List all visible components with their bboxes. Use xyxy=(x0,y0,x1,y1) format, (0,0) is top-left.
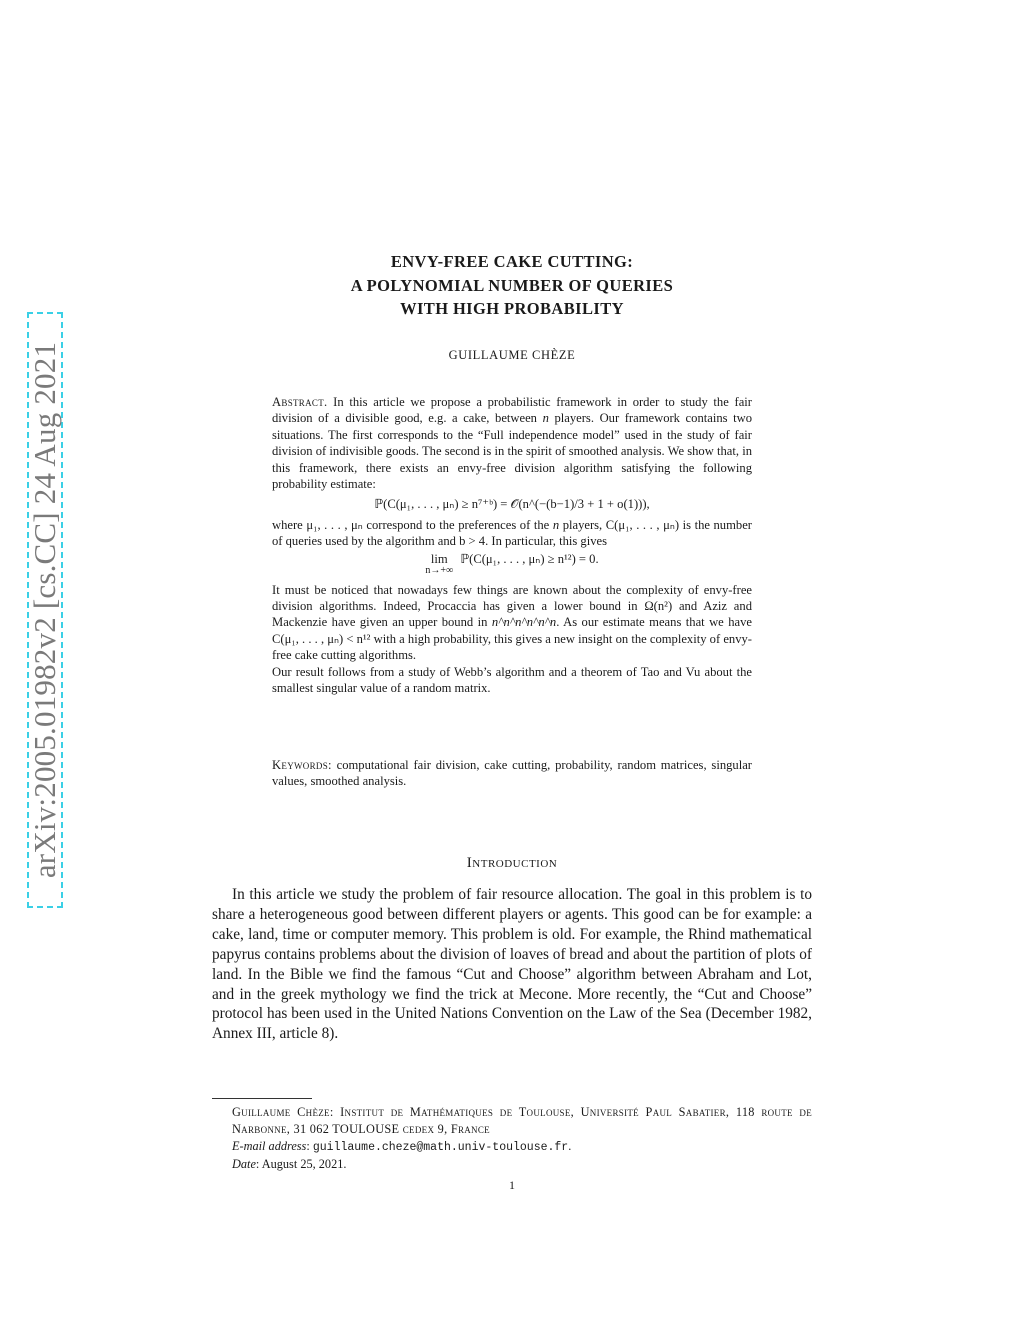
footnote xyxy=(212,1104,812,1173)
section-title-introduction: Introduction xyxy=(466,855,558,871)
abstract xyxy=(272,394,752,697)
abstract-paragraph-3: It must be noticed that nowadays few things are known about the complexity of envy-free division algorithms. Indeed, Procaccia has given a lower bound in Ω(n²) and Aziz and Mackenzie have given an upper bound in n^n^n^n^n^n. As our estimate means that we have C(μ₁, . . . , μₙ) < n¹² with a high probability, this gives a new insight on the complexity of envy-free cake cutting algorithms. xyxy=(272,582,752,663)
page-number: 1 xyxy=(509,1178,515,1192)
arxiv-id: arXiv:2005.01982v2 [cs.CC] 24 Aug 2021 xyxy=(27,341,63,879)
keywords-label: Keywords: xyxy=(272,758,332,772)
abstract-label: Abstract. xyxy=(272,395,328,409)
date-value: August 25, 2021. xyxy=(261,1157,347,1171)
equation-limit: lim n→+∞ ℙ(C(μ₁, . . . , μₙ) ≥ n¹²) = 0. xyxy=(425,551,599,576)
introduction-paragraph: In this article we study the problem of fair resource allocation. The goal in this problem is to share a heterogeneous good between different players or agents. This good can be for example: a cake, land, time or computer memory. This problem is old. For example, the Rhind mathematical papyrus contains problems about the division of loaves of bread and about the partition of plots of land. In the Bible we find the famous “Cut and Choose” algorithm between Abraham and Lot, and in the greek mythology we find the trick at Mecone. More recently, the “Cut and Choose” protocol has been used in the United Nations Convention on the Law of the Sea (December 1982, Annex III, article 8). xyxy=(212,886,812,1043)
author-affiliation: Guillaume Chèze: Institut de Mathématiques de Toulouse, Université Paul Sabatier, 118 route de Narbonne, 31 062 TOULOUSE cedex 9, France xyxy=(232,1105,812,1136)
upper-bound-tower: n^n^n^n^n^n xyxy=(491,615,557,630)
footnote-rule xyxy=(212,1098,312,1099)
abstract-paragraph-1: Abstract. In this article we propose a probabilistic framework in order to study the fair division of a divisible good, e.g. a cake, between n players. Our framework contains two situations. The first corresponds to the “Full independence model” used in the study of fair division of indivisible goods. The second is in the spirit of smoothed analysis. We show that, in this framework, there exists an envy-free division algorithm satisfying the following probability estimate: xyxy=(272,395,753,492)
keywords xyxy=(272,757,752,790)
date-line: Date: August 25, 2021. xyxy=(232,1157,347,1171)
paper-title xyxy=(262,250,762,321)
author-name: GUILLAUME CHÈZE xyxy=(448,348,576,362)
arxiv-stamp xyxy=(27,312,63,908)
introduction-body xyxy=(212,885,812,1044)
title-line-2: A POLYNOMIAL NUMBER OF QUERIES xyxy=(350,275,674,295)
abstract-paragraph-4: Our result follows from a study of Webb’s algorithm and a theorem of Tao and Vu about the smallest singular value of a random matrix. xyxy=(272,664,752,696)
email-address[interactable]: guillaume.cheze@math.univ-toulouse.fr xyxy=(312,1141,569,1154)
keywords-text: computational fair division, cake cutting, probability, random matrices, singular values, smoothed analysis. xyxy=(272,758,752,789)
equation-probability-estimate: ℙ(C(μ₁, . . . , μₙ) ≥ n⁷⁺ᵇ) = 𝒪(n^(−(b−1)/3 + 1 + o(1))), xyxy=(374,497,650,512)
abstract-paragraph-2: where μ₁, . . . , μₙ correspond to the preferences of the n players, C(μ₁, . . . , μₙ) is the number of queries used by the algorithm and b > 4. In particular, this gives xyxy=(272,517,752,549)
title-line-3: WITH HIGH PROBABILITY xyxy=(400,299,624,318)
email-line: E-mail address: guillaume.cheze@math.univ-toulouse.fr. xyxy=(232,1139,572,1154)
title-line-1: ENVY-FREE CAKE CUTTING: xyxy=(390,252,634,271)
